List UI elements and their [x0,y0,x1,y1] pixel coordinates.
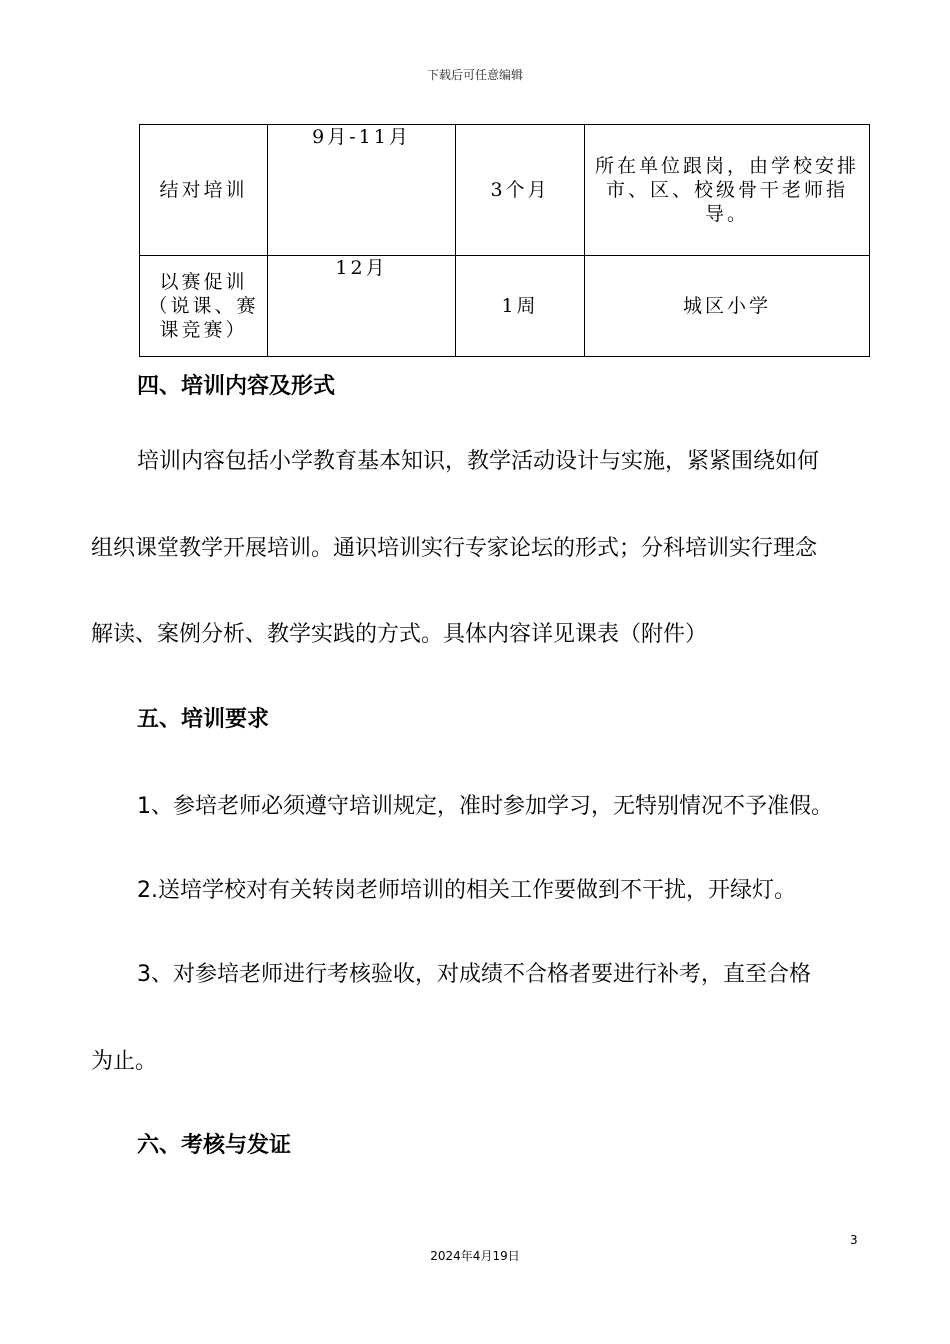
cell-location: 所在单位跟岗，由学校安排市、区、校级骨干老师指导。 [585,125,870,256]
requirement-item-3: 3、对参培老师进行考核验收，对成绩不合格者要进行补考，直至合格 [137,962,811,987]
cell-duration: 3个月 [456,125,585,256]
cell-duration: 1周 [456,256,585,357]
page-number: 3 [850,1233,858,1247]
page-header: 下载后可任意编辑 [426,68,523,82]
cell-name: 以赛促训（说课、赛课竞赛） [140,256,268,357]
paragraph-line: 解读、案例分析、教学实践的方式。具体内容详见课表（附件） [91,622,708,647]
cell-name: 结对培训 [140,125,268,256]
table-row [140,256,870,357]
section-heading-6: 六、考核与发证 [137,1133,292,1158]
cell-time: 9月-11月 [268,125,456,256]
footer-date: 2024年4月19日 [430,1249,520,1263]
requirement-item-1: 1、参培老师必须遵守培训规定，准时参加学习，无特别情况不予准假。 [137,794,833,819]
requirement-item-2: 2.送培学校对有关转岗老师培训的相关工作要做到不干扰，开绿灯。 [137,878,796,903]
paragraph-line: 培训内容包括小学教育基本知识，教学活动设计与实施，紧紧围绕如何 [137,449,820,474]
table-row [140,125,870,256]
section-heading-5: 五、培训要求 [137,707,270,732]
paragraph-line: 组织课堂教学开展培训。通识培训实行专家论坛的形式；分科培训实行理念 [91,536,818,561]
training-schedule-table [139,124,870,357]
cell-time: 12月 [268,256,456,357]
paragraph-line: 为止。 [91,1049,158,1074]
cell-location: 城区小学 [585,256,870,357]
section-heading-4: 四、培训内容及形式 [137,374,336,399]
